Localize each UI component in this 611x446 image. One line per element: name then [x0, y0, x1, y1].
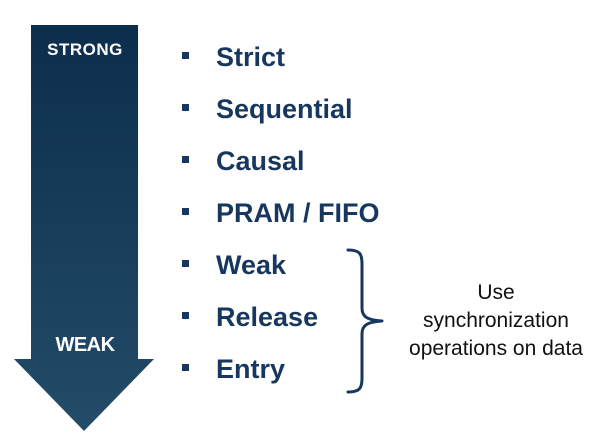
square-bullet-icon: [182, 52, 189, 59]
model-label: Entry: [216, 354, 286, 384]
note-line: synchronization: [423, 309, 569, 332]
model-label: Release: [216, 302, 319, 332]
model-label: Causal: [216, 146, 305, 176]
right-curly-brace-icon: [340, 246, 390, 396]
square-bullet-icon: [182, 312, 189, 319]
note-line: operations on data: [409, 337, 583, 360]
list-item-strict: [182, 40, 380, 92]
square-bullet-icon: [182, 364, 189, 371]
square-bullet-icon: [182, 260, 189, 267]
model-label: Sequential: [216, 94, 353, 124]
model-label: Weak: [216, 250, 287, 280]
model-label: PRAM / FIFO: [216, 198, 380, 228]
model-label: Strict: [216, 42, 286, 72]
list-item-pram-fifo: [182, 196, 380, 248]
strong-label: STRONG: [47, 40, 123, 59]
list-item-causal: [182, 144, 380, 196]
arrow-shape: [14, 25, 154, 431]
weak-label: WEAK: [55, 334, 115, 356]
synchronization-note: [386, 279, 606, 363]
square-bullet-icon: [182, 156, 189, 163]
square-bullet-icon: [182, 104, 189, 111]
square-bullet-icon: [182, 208, 189, 215]
list-item-sequential: [182, 92, 380, 144]
note-line: Use: [477, 281, 515, 304]
